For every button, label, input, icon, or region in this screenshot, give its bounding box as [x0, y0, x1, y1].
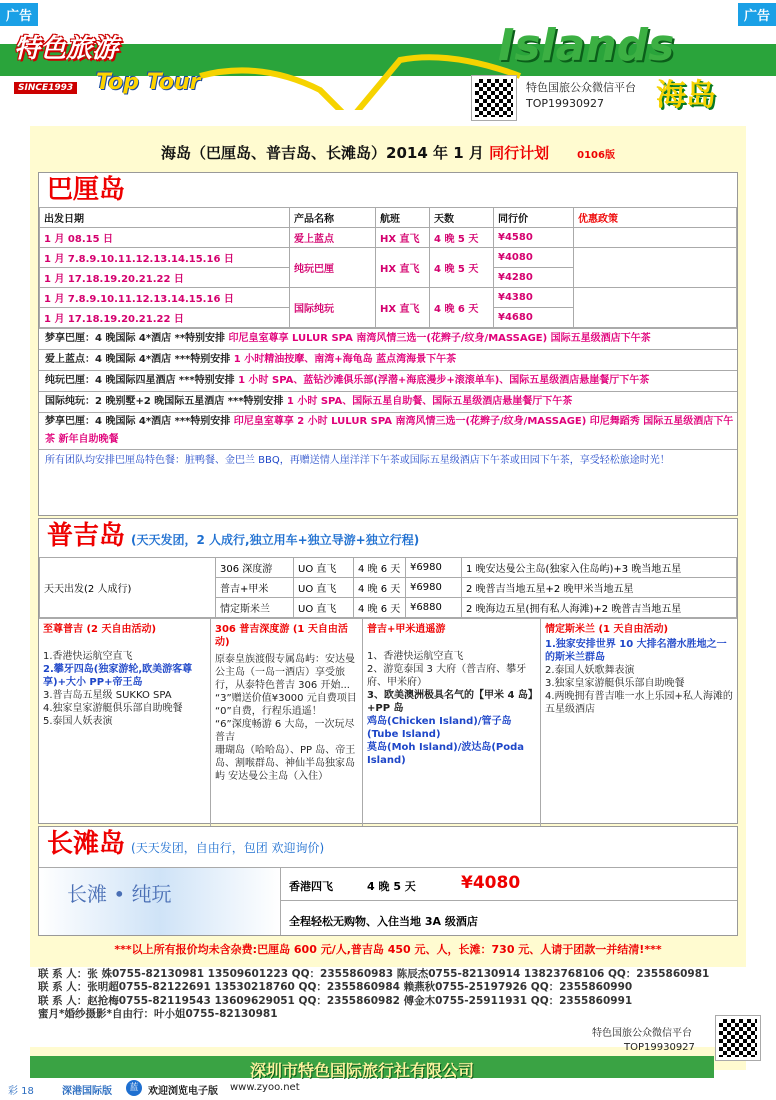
- bali-days: 4 晚 5 天: [430, 228, 494, 248]
- col-line: 2.泰国人妖歌舞表演: [545, 665, 635, 676]
- bali-discount: [574, 248, 737, 288]
- phuket-desc: 2 晚普吉当地五星+2 晚甲米当地五星: [462, 578, 737, 598]
- phuket-sub: (天天发团，2 人成行,独立用车+独立导游+独立行程): [131, 533, 420, 547]
- contact-line: 蜜月*婚纱摄影*自由行：叶小姐0755-82130981: [38, 1008, 278, 1021]
- contact-line: 联 系 人：张明超0755-82122691 13530218760 QQ：2355860984 赖燕秋0755-25197926 QQ：2355860990: [38, 981, 633, 994]
- note-label: 梦享巴厘：4 晚国际 4*酒店 ***特别安排: [45, 416, 231, 427]
- col-line: 4.两晚拥有普吉唯一水上乐园+私人海滩的五星级酒店: [545, 691, 733, 715]
- phuket-flight: UO 直飞: [294, 558, 354, 578]
- col-heading: 至尊普吉 (2 天自由活动): [43, 624, 157, 635]
- ad-label-left: 广告: [0, 3, 38, 26]
- company-name: 深圳市特色国际旅行社有限公司: [250, 1061, 475, 1080]
- bali-product: 爱上蓝点: [290, 228, 376, 248]
- bali-note: [39, 349, 737, 370]
- bali-product: 国际纯玩: [290, 288, 376, 328]
- phuket-product: 普吉+甲米: [216, 578, 294, 598]
- phuket-col-3: [363, 619, 541, 828]
- contact-line: 联 系 人：赵抢梅0755-82119543 13609629051 QQ：2355860982 傅金木0755-25911931 QQ：2355860991: [38, 994, 633, 1007]
- bali-header-date: 出发日期: [40, 208, 290, 228]
- phuket-price: ¥6980: [406, 558, 462, 578]
- col-heading: 普吉+甲米逍遥游: [367, 624, 446, 635]
- page-title: [0, 142, 776, 163]
- blue-badge: 蓝: [126, 1080, 142, 1096]
- phuket-col-1: [39, 619, 211, 828]
- note-highlight: 1 小时精油按摩、南湾+海龟岛 蓝点湾海景下午茶: [233, 354, 457, 365]
- boracay-days: 4 晚 5 天: [367, 880, 416, 893]
- phuket-days: 4 晚 6 天: [354, 558, 406, 578]
- phuket-product: 情定斯米兰: [216, 598, 294, 618]
- phuket-days: 4 晚 6 天: [354, 578, 406, 598]
- bali-product: 纯玩巴厘: [290, 248, 376, 288]
- phuket-section: [38, 518, 738, 824]
- wechat-qr-code-bottom: [716, 1016, 760, 1060]
- note-highlight: 1 小时 SPA、国际五星自助餐、国际五星级酒店悬崖餐厅下午茶: [286, 396, 573, 407]
- title-version: 0106版: [577, 150, 615, 161]
- col-line: “0”自费，行程乐逍遥！: [215, 706, 322, 717]
- wechat-id-top: TOP19930927: [526, 97, 604, 110]
- logo-en: Top Tour: [96, 70, 201, 95]
- col-line: 5.泰国人妖表演: [43, 716, 113, 727]
- phuket-name: 普吉岛: [47, 521, 126, 551]
- phuket-col-2: [211, 619, 363, 828]
- boracay-banner: [39, 867, 281, 935]
- bali-price: ¥4680: [494, 308, 574, 328]
- phuket-desc: 2 晚海边五星(拥有私人海滩)+2 晚普吉当地五星: [462, 598, 737, 618]
- note-highlight: 印尼皇室尊享 LULUR SPA 南湾风情三选一(花辫子/纹身/MASSAGE) 国际五星级酒店下午茶: [228, 333, 651, 344]
- bali-date: 1 月 7.8.9.10.11.12.13.14.15.16 日: [40, 288, 290, 308]
- note-label: 爱上蓝点：4 晚国际 4*酒店 ***特别安排: [45, 354, 231, 365]
- title-main: 海岛（巴厘岛、普吉岛、长滩岛）2014 年 1 月: [161, 144, 490, 162]
- phuket-desc: 1 晚安达曼公主岛(独家入住岛屿)+3 晚当地五星: [462, 558, 737, 578]
- col-line: 3、欧美澳洲极具名气的【甲米 4 岛】+PP 岛: [367, 690, 533, 714]
- bali-flight: HX 直飞: [376, 248, 430, 288]
- bali-discount: [574, 288, 737, 328]
- col-line: 3.普吉岛五星级 SUKKO SPA: [43, 690, 172, 701]
- col-heading: 306 普吉深度游 (1 天自由活动): [215, 624, 348, 648]
- boracay-price-row: [281, 867, 737, 901]
- phuket-flight: UO 直飞: [294, 598, 354, 618]
- col-line: 4.独家皇家游艇俱乐部自助晚餐: [43, 703, 183, 714]
- brand-islands: Islands: [498, 20, 675, 71]
- col-line: 2、游览泰国 3 大府（普吉府、攀牙府、甲米府）: [367, 664, 527, 688]
- phuket-days: 4 晚 6 天: [354, 598, 406, 618]
- wechat-label-bottom: 特色国旅公众微信平台: [592, 1028, 692, 1039]
- wechat-id-bottom: TOP19930927: [624, 1042, 695, 1053]
- col-line: “6”深度畅游 6 大岛，一次玩尽普吉: [215, 719, 355, 743]
- note-highlight: 印尼皇室尊享 2 小时 LULUR SPA 南湾风情三选一(花辫子/纹身/MASSAGE) 印尼舞蹈秀 国际五星级酒店下午茶 新年自助晚餐: [45, 416, 734, 445]
- ad-label-right: 广告: [738, 3, 776, 26]
- col-line: 1.香港快运航空直飞: [43, 651, 133, 662]
- table-row: [40, 248, 737, 268]
- boracay-note: 全程轻松无购物、入住当地 3A 级酒店: [289, 915, 478, 928]
- boracay-flight: 香港四飞: [289, 880, 333, 893]
- logo-since: SINCE1993: [14, 82, 77, 94]
- bali-heading: 巴厘岛: [47, 175, 126, 205]
- tax-note: ***以上所有报价均未含杂费:巴厘岛 600 元/人,普吉岛 450 元、人，长滩：730 元、人请于团款一并结清!***: [114, 943, 662, 956]
- col-line: “3”赠送价值¥3000 元自费项目: [215, 693, 357, 704]
- table-row: [40, 288, 737, 308]
- phuket-table: [39, 557, 737, 618]
- note-highlight: 1 小时 SPA、蓝钻沙滩俱乐部(浮潜+海底漫步+滚滚单车)、国际五星级酒店悬崖餐厅下午茶: [238, 375, 650, 386]
- wechat-label-top: 特色国旅公众微信平台: [526, 81, 636, 94]
- phuket-columns: [39, 618, 737, 828]
- phuket-product: 306 深度游: [216, 558, 294, 578]
- bali-note: [39, 370, 737, 391]
- phuket-price: ¥6980: [406, 578, 462, 598]
- bali-flight: HX 直飞: [376, 288, 430, 328]
- bali-note: [39, 412, 737, 449]
- table-row: [40, 558, 737, 578]
- title-red: 同行计划: [489, 144, 550, 162]
- boracay-name: 长滩岛: [47, 829, 126, 859]
- boracay-section: [38, 826, 738, 936]
- note-label: 纯玩巴厘：4 晚国际四星酒店 ***特别安排: [45, 375, 235, 386]
- bali-date: 1 月 17.18.19.20.21.22 日: [40, 308, 290, 328]
- bali-header-product: 产品名称: [290, 208, 376, 228]
- phuket-depart: 天天出发(2 人成行): [40, 558, 216, 618]
- col-line: 珊瑚岛（哈哈岛）、PP 岛、帝王岛、割喉群岛、神仙半岛独家岛屿 安达曼公主岛（入住）: [215, 745, 356, 782]
- bali-price: ¥4280: [494, 268, 574, 288]
- bali-date: 1 月 7.8.9.10.11.12.13.14.15.16 日: [40, 248, 290, 268]
- bali-note: [39, 328, 737, 349]
- bali-header-flight: 航班: [376, 208, 430, 228]
- phuket-flight: UO 直飞: [294, 578, 354, 598]
- bali-price: ¥4080: [494, 248, 574, 268]
- bali-price: ¥4380: [494, 288, 574, 308]
- bali-flight: HX 直飞: [376, 228, 430, 248]
- col-line: 2.攀牙四岛(独家游轮,欧美游客尊享)+大小 PP+帝王岛: [43, 664, 193, 688]
- col-heading: 情定斯米兰 (1 天自由活动): [545, 624, 669, 635]
- col-line: 1、香港快运航空直飞: [367, 651, 464, 662]
- phuket-col-4: [541, 619, 737, 828]
- bali-discount: [574, 228, 737, 248]
- bali-table: [39, 207, 737, 328]
- bali-note: [39, 391, 737, 412]
- edition-label: 深港国际版: [62, 1086, 112, 1097]
- bali-header-price: 同行价: [494, 208, 574, 228]
- slogan: 欢迎浏览电子版: [148, 1086, 218, 1097]
- col-line: 鸡岛(Chicken Island)/管子岛(Tube Island): [367, 716, 512, 740]
- bali-header-days: 天数: [430, 208, 494, 228]
- website-link[interactable]: www.zyoo.net: [230, 1082, 300, 1093]
- boracay-script-title: 长滩 • 纯玩: [67, 882, 172, 906]
- bali-date: 1 月 17.18.19.20.21.22 日: [40, 268, 290, 288]
- bali-footer-note: 所有团队均安排巴厘岛特色餐：脏鸭餐、金巴兰 BBQ，再赠送情人崖洋洋下午茶或国际五星级酒店下午茶或田园下午茶，享受轻松旅途时光！: [39, 449, 737, 472]
- brand-haidao: 海岛: [656, 78, 716, 113]
- page-number: 彩 18: [8, 1086, 34, 1097]
- boracay-price: ¥4080: [461, 873, 521, 893]
- wechat-qr-code: [472, 76, 516, 120]
- bali-days: 4 晚 5 天: [430, 248, 494, 288]
- logo-cn: 特色旅游: [14, 34, 119, 64]
- contact-line: 联 系 人：张 姝0755-82130981 13509601223 QQ：2355860983 陈辰杰0755-82130914 13823768106 QQ：2355860981: [38, 968, 710, 980]
- phuket-heading: [39, 519, 737, 557]
- note-label: 国际纯玩：2 晚别墅+2 晚国际五星酒店 ***特别安排: [45, 396, 284, 407]
- phuket-price: ¥6880: [406, 598, 462, 618]
- boracay-heading: [39, 827, 737, 865]
- bali-header-discount: 优惠政策: [574, 208, 737, 228]
- table-row: [40, 228, 737, 248]
- note-label: 梦享巴厘：4 晚国际 4*酒店 **特别安排: [45, 333, 226, 344]
- boracay-sub: (天天发团，自由行，包团 欢迎询价): [131, 841, 325, 855]
- bali-price: ¥4580: [494, 228, 574, 248]
- col-line: 莫岛(Moh Island)/波达岛(Poda Island): [367, 742, 525, 766]
- col-line: 1.独家安排世界 10 大排名潜水胜地之一的斯米兰群岛: [545, 639, 727, 663]
- bali-date: 1 月 08.15 日: [40, 228, 290, 248]
- col-line: 原泰皇族渡假专属岛屿：安达曼公主岛（一岛一酒店）享受旅行，从泰特色普吉 306 开始...: [215, 654, 355, 691]
- col-line: 3.独家皇家游艇俱乐部自助晚餐: [545, 678, 685, 689]
- bali-days: 4 晚 6 天: [430, 288, 494, 328]
- bali-section: [38, 172, 738, 516]
